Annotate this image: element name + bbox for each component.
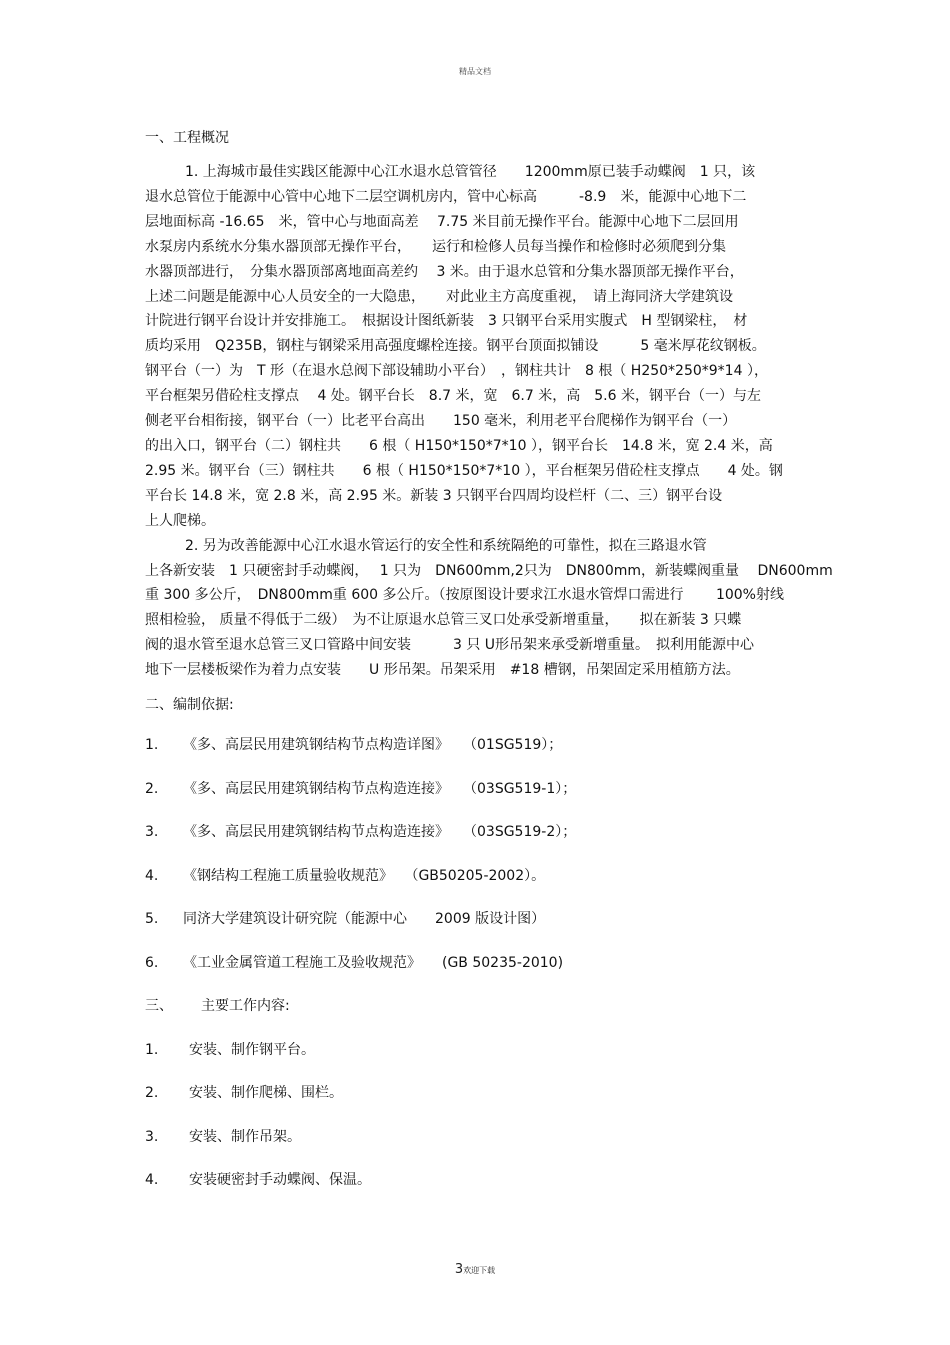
list-item-number: 3. [145, 1128, 159, 1145]
paragraph-line: 钢平台（一）为 T 形（在退水总阀下部设辅助小平台） ，钢柱共计 8 根（ H250*250*9*14 ）， [145, 363, 768, 380]
document-body [145, 128, 833, 1214]
paragraph-line: 层地面标高 -16.65 米，管中心与地面高差 7.75 米目前无操作平台。能源中心地下二层回用 [145, 213, 739, 230]
page-footer [0, 1262, 950, 1277]
list-item-number: 2. [145, 780, 159, 797]
paragraph-line: 平台长 14.8 米，宽 2.8 米，高 2.95 米。新装 3 只钢平台四周均设栏杆（二、三）钢平台设 [145, 487, 723, 504]
list-item-text: 《多、高层民用建筑钢结构节点构造详图》 （01SG519）； [183, 737, 563, 754]
section-3-heading-text: 主要工作内容: [201, 998, 290, 1015]
footer-text: 欢迎下载 [463, 1266, 496, 1275]
section-3-heading [145, 996, 810, 1040]
section-1-heading: 一、工程概况 [145, 130, 229, 146]
list-item-text: 安装、制作钢平台。 [189, 1041, 315, 1058]
section-3-heading-number: 三、 [145, 998, 173, 1015]
list-item [145, 866, 810, 910]
list-item [145, 909, 810, 953]
page-header: 精品文档 [459, 67, 491, 76]
section-1-paragraph-2 [145, 534, 833, 683]
list-item-number: 4. [145, 1172, 159, 1189]
work-content-list [145, 1040, 810, 1214]
list-item-number: 1. [145, 737, 159, 754]
list-item-text: 安装、制作爬梯、围栏。 [189, 1085, 343, 1102]
list-item-number: 6. [145, 954, 159, 971]
page-number: 3 [454, 1262, 464, 1277]
list-item-text: 《钢结构工程施工质量验收规范》 （GB50205-2002）。 [183, 867, 546, 884]
paragraph-line: 质均采用 Q235B，钢柱与钢梁采用高强度螺栓连接。钢平台顶面拟铺设 5 毫米厚花纹钢板。 [145, 338, 766, 355]
list-item [145, 1127, 810, 1171]
list-item-number: 1. [145, 1041, 159, 1058]
references-list [145, 735, 810, 996]
list-item [145, 779, 810, 823]
paragraph-line: 平台框架另借砼柱支撑点 4 处。钢平台长 8.7 米，宽 6.7 米，高 5.6 米，钢平台（一）与左 [145, 388, 761, 405]
list-item [145, 735, 810, 779]
paragraph-line: 2. 另为改善能源中心江水退水管运行的安全性和系统隔绝的可靠性，拟在三路退水管 [185, 537, 707, 554]
paragraph-line: 1. 上海城市最佳实践区能源中心江水退水总管管径 1200mm原已装手动蝶阀 1 只，该 [185, 164, 756, 180]
paragraph-line: 计院进行钢平台设计并安排施工。 根据设计图纸新装 3 只钢平台采用实腹式 H 型钢梁柱， 材 [145, 313, 748, 330]
list-item-text: 安装、制作吊架。 [189, 1128, 301, 1145]
list-item [145, 1083, 810, 1127]
list-item-text: 同济大学建筑设计研究院（能源中心 2009 版设计图） [183, 911, 546, 928]
list-item-number: 4. [145, 867, 159, 884]
paragraph-line: 上述二问题是能源中心人员安全的一大隐患， 对此业主方高度重视， 请上海同济大学建筑设 [145, 288, 733, 305]
paragraph-line: 侧老平台相衔接，钢平台（一）比老平台高出 150 毫米，利用老平台爬梯作为钢平台（一） [145, 413, 737, 430]
list-item [145, 1040, 810, 1084]
paragraph-line: 上人爬梯。 [145, 512, 215, 529]
section-2-heading: 二、编制依据: [145, 697, 234, 714]
paragraph-line: 的出入口，钢平台（二）钢柱共 6 根（ H150*150*7*10 ），钢平台长 14.8 米，宽 2.4 米，高 [145, 437, 773, 454]
section-1-paragraph-1 [105, 160, 810, 534]
paragraph-line: 地下一层楼板梁作为着力点安装 U 形吊架。吊架采用 #18 槽钢，吊架固定采用植筋方法。 [145, 662, 740, 679]
list-item [145, 953, 810, 997]
list-item-number: 5. [145, 911, 159, 928]
list-item-number: 2. [145, 1085, 159, 1102]
paragraph-line: 退水总管位于能源中心管中心地下二层空调机房内，管中心标高 -8.9 米，能源中心地下二 [145, 188, 747, 205]
paragraph-line: 2.95 米。钢平台（三）钢柱共 6 根（ H150*150*7*10 ），平台框架另借砼柱支撑点 4 处。钢 [145, 462, 783, 479]
list-item [145, 1170, 810, 1214]
paragraph-line: 上各新安装 1 只硬密封手动蝶阀， 1 只为 DN600mm,2只为 DN800mm，新装蝶阀重量 DN600mm [145, 562, 833, 579]
list-item [145, 822, 810, 866]
list-item-number: 3. [145, 824, 159, 841]
paragraph-line: 水器顶部进行， 分集水器顶部离地面高差约 3 米。由于退水总管和分集水器顶部无操作平台， [145, 263, 744, 280]
list-item-text: 《多、高层民用建筑钢结构节点构造连接》 （03SG519-2）； [183, 824, 577, 841]
list-item-text: 《多、高层民用建筑钢结构节点构造连接》 （03SG519-1）； [183, 780, 577, 797]
list-item-text: 安装硬密封手动蝶阀、保温。 [189, 1172, 371, 1189]
paragraph-line: 阀的退水管至退水总管三叉口管路中间安装 3 只 U形吊架来承受新增重量。 拟利用能源中心 [145, 637, 755, 654]
list-item-text: 《工业金属管道工程施工及验收规范》 (GB 50235-2010) [183, 954, 564, 971]
paragraph-line: 重 300 多公斤， DN800mm重 600 多公斤。（按原图设计要求江水退水管焊口需进行 100%射线 [145, 587, 784, 604]
paragraph-line: 照相检验， 质量不得低于二级） 为不让原退水总管三叉口处承受新增重量， 拟在新装 3 只蝶 [145, 612, 742, 629]
paragraph-line: 水泵房内系统水分集水器顶部无操作平台， 运行和检修人员每当操作和检修时必须爬到分集 [145, 238, 726, 255]
